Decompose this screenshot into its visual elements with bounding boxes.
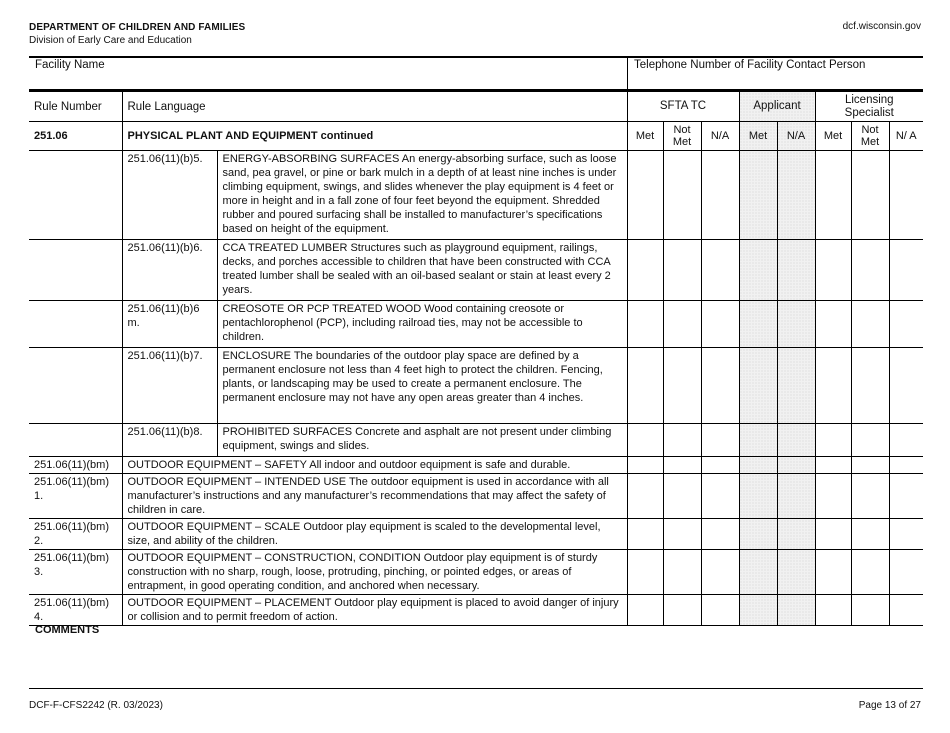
- licensing-na-header: N/ A: [889, 122, 923, 151]
- licensing-met-checkbox[interactable]: [815, 457, 851, 474]
- rule-text-cell: ENERGY-ABSORBING SURFACES An energy-absorbing surface, such as loose sand, pea gravel, or pine or bark mulch in a depth of at least nine inches is under climbing equipment, swings, and slides whenever the play equipment is 4 feet or more in height and in a fall zone of four feet beyond the equipment. Shredded rubber and poured surfacing shall be installed to manufacturer’s specifications based on height of the equipment.: [217, 151, 627, 240]
- rule-number-cell: 251.06(11)(bm): [29, 457, 122, 474]
- website: dcf.wisconsin.gov: [842, 21, 921, 32]
- sfta-not-met-checkbox[interactable]: [663, 550, 701, 595]
- sfta-na-checkbox[interactable]: [701, 348, 739, 424]
- sfta-met-header: Met: [627, 122, 663, 151]
- sfta-not-met-checkbox[interactable]: [663, 519, 701, 550]
- licensing-na-checkbox[interactable]: [889, 240, 923, 301]
- licensing-met-checkbox[interactable]: [815, 301, 851, 348]
- licensing-not-met-checkbox[interactable]: [851, 474, 889, 519]
- sfta-met-checkbox[interactable]: [627, 240, 663, 301]
- rule-number-cell: 251.06(11)(bm) 2.: [29, 519, 122, 550]
- empty-cell: [29, 348, 122, 424]
- sfta-na-header: N/A: [701, 122, 739, 151]
- sfta-na-checkbox[interactable]: [701, 550, 739, 595]
- rule-number-header: Rule Number: [29, 92, 122, 122]
- department-name: DEPARTMENT OF CHILDREN AND FAMILIES: [29, 22, 246, 33]
- applicant-met-checkbox[interactable]: [739, 550, 777, 595]
- applicant-na-checkbox[interactable]: [777, 301, 815, 348]
- licensing-na-checkbox[interactable]: [889, 424, 923, 457]
- licensing-na-checkbox[interactable]: [889, 595, 923, 626]
- page-number: Page 13 of 27: [858, 700, 921, 711]
- sfta-met-checkbox[interactable]: [627, 348, 663, 424]
- facility-name-label: Facility Name: [35, 59, 105, 71]
- sfta-met-checkbox[interactable]: [627, 595, 663, 626]
- applicant-na-checkbox[interactable]: [777, 424, 815, 457]
- licensing-not-met-checkbox[interactable]: [851, 240, 889, 301]
- rule-text-cell: OUTDOOR EQUIPMENT – PLACEMENT Outdoor play equipment is placed to avoid danger of injury or collision and to permit freedom of action.: [122, 595, 627, 626]
- section-number: 251.06: [29, 122, 122, 151]
- rule-number-cell: 251.06(11)(bm) 1.: [29, 474, 122, 519]
- applicant-na-checkbox[interactable]: [777, 519, 815, 550]
- applicant-met-checkbox[interactable]: [739, 474, 777, 519]
- rule-number-cell: 251.06(11)(b)7.: [122, 348, 217, 424]
- applicant-na-checkbox[interactable]: [777, 240, 815, 301]
- facility-phone-field[interactable]: [627, 57, 924, 90]
- rule-number-cell: 251.06(11)(bm) 4.: [29, 595, 122, 626]
- sfta-na-checkbox[interactable]: [701, 474, 739, 519]
- facility-phone-label: Telephone Number of Facility Contact Person: [634, 59, 866, 71]
- licensing-na-checkbox[interactable]: [889, 550, 923, 595]
- applicant-na-checkbox[interactable]: [777, 457, 815, 474]
- sfta-not-met-checkbox[interactable]: [663, 595, 701, 626]
- sfta-not-met-checkbox[interactable]: [663, 151, 701, 240]
- sfta-not-met-checkbox[interactable]: [663, 457, 701, 474]
- licensing-na-checkbox[interactable]: [889, 474, 923, 519]
- table-header-row: [29, 92, 923, 122]
- licensing-met-checkbox[interactable]: [815, 519, 851, 550]
- rule-number-cell: 251.06(11)(b)5.: [122, 151, 217, 240]
- licensing-na-checkbox[interactable]: [889, 301, 923, 348]
- empty-cell: [29, 301, 122, 348]
- empty-cell: [29, 151, 122, 240]
- sfta-not-met-checkbox[interactable]: [663, 474, 701, 519]
- sfta-met-checkbox[interactable]: [627, 424, 663, 457]
- licensing-not-met-checkbox[interactable]: [851, 550, 889, 595]
- sfta-met-checkbox[interactable]: [627, 301, 663, 348]
- licensing-met-checkbox[interactable]: [815, 240, 851, 301]
- applicant-met-checkbox[interactable]: [739, 595, 777, 626]
- table-row: [29, 457, 923, 474]
- licensing-met-checkbox[interactable]: [815, 151, 851, 240]
- applicant-na-header: N/A: [777, 122, 815, 151]
- licensing-not-met-checkbox[interactable]: [851, 457, 889, 474]
- table-row: [29, 550, 923, 595]
- applicant-na-checkbox[interactable]: [777, 151, 815, 240]
- applicant-met-checkbox[interactable]: [739, 519, 777, 550]
- licensing-not-met-header: Not Met: [851, 122, 889, 151]
- rule-text-cell: OUTDOOR EQUIPMENT – CONSTRUCTION, CONDITION Outdoor play equipment is of sturdy construction with no sharp, rough, loose, protruding, pinching, or pointed edges, or areas of entrapment, in good operating condition, and anchored when necessary.: [122, 550, 627, 595]
- table-row: [29, 151, 923, 240]
- rule-text-cell: OUTDOOR EQUIPMENT – SAFETY All indoor and outdoor equipment is safe and durable.: [122, 457, 627, 474]
- table-row: [29, 301, 923, 348]
- rule-text-cell: PROHIBITED SURFACES Concrete and asphalt are not present under climbing equipment, swings and slides.: [217, 424, 627, 457]
- licensing-na-checkbox[interactable]: [889, 457, 923, 474]
- rule-number-cell: 251.06(11)(b)8.: [122, 424, 217, 457]
- rule-language-header: Rule Language: [122, 92, 627, 122]
- table-row: [29, 519, 923, 550]
- sfta-na-checkbox[interactable]: [701, 519, 739, 550]
- sfta-met-checkbox[interactable]: [627, 151, 663, 240]
- sfta-not-met-checkbox[interactable]: [663, 348, 701, 424]
- applicant-na-checkbox[interactable]: [777, 348, 815, 424]
- applicant-header: Applicant: [739, 92, 815, 122]
- rule-text-cell: OUTDOOR EQUIPMENT – SCALE Outdoor play equipment is scaled to the developmental level, size, and ability of the children.: [122, 519, 627, 550]
- section-title: PHYSICAL PLANT AND EQUIPMENT continued: [122, 122, 627, 151]
- table-row: [29, 474, 923, 519]
- rule-text-cell: CCA TREATED LUMBER Structures such as playground equipment, railings, decks, and porches accessible to children that have been constructed with CCA treated lumber shall be sealed with an oil-based sealant or stain at least every 2 years.: [217, 240, 627, 301]
- form-id: DCF-F-CFS2242 (R. 03/2023): [29, 700, 163, 711]
- licensing-na-checkbox[interactable]: [889, 151, 923, 240]
- sfta-na-checkbox[interactable]: [701, 301, 739, 348]
- empty-cell: [29, 424, 122, 457]
- licensing-not-met-checkbox[interactable]: [851, 151, 889, 240]
- page-header: [29, 21, 245, 47]
- table-row: [29, 424, 923, 457]
- sfta-header: SFTA TC: [627, 92, 739, 122]
- applicant-met-header: Met: [739, 122, 777, 151]
- applicant-met-checkbox[interactable]: [739, 301, 777, 348]
- rule-number-cell: 251.06(11)(b)6.: [122, 240, 217, 301]
- licensing-header: Licensing Specialist: [815, 92, 923, 122]
- sfta-na-checkbox[interactable]: [701, 151, 739, 240]
- empty-cell: [29, 240, 122, 301]
- applicant-met-checkbox[interactable]: [739, 348, 777, 424]
- applicant-met-checkbox[interactable]: [739, 240, 777, 301]
- licensing-not-met-checkbox[interactable]: [851, 595, 889, 626]
- sfta-na-checkbox[interactable]: [701, 595, 739, 626]
- sfta-met-checkbox[interactable]: [627, 474, 663, 519]
- applicant-met-checkbox[interactable]: [739, 457, 777, 474]
- rule-text-cell: ENCLOSURE The boundaries of the outdoor play space are defined by a permanent enclosure not less than 4 feet high to protect the children. Fencing, plants, or landscaping may be used to create a permanent enclosure. The permanent enclosure may not have any open areas greater than 4 inches.: [217, 348, 627, 424]
- licensing-met-checkbox[interactable]: [815, 474, 851, 519]
- licensing-not-met-checkbox[interactable]: [851, 424, 889, 457]
- licensing-na-checkbox[interactable]: [889, 519, 923, 550]
- sfta-na-checkbox[interactable]: [701, 457, 739, 474]
- comments-label: COMMENTS: [35, 624, 100, 636]
- sfta-met-checkbox[interactable]: [627, 457, 663, 474]
- licensing-met-checkbox[interactable]: [815, 424, 851, 457]
- section-row: [29, 122, 923, 151]
- sfta-met-checkbox[interactable]: [627, 519, 663, 550]
- footer-divider: [29, 688, 923, 689]
- rule-text-cell: OUTDOOR EQUIPMENT – INTENDED USE The outdoor equipment is used in accordance with all manufacturer’s instructions and any manufacturer’s recommendations that may affect the safety of children in care.: [122, 474, 627, 519]
- licensing-not-met-checkbox[interactable]: [851, 301, 889, 348]
- rule-text-cell: CREOSOTE OR PCP TREATED WOOD Wood containing creosote or pentachlorophenol (PCP), including railroad ties, may not be accessible to children.: [217, 301, 627, 348]
- applicant-na-checkbox[interactable]: [777, 550, 815, 595]
- licensing-not-met-checkbox[interactable]: [851, 348, 889, 424]
- licensing-met-header: Met: [815, 122, 851, 151]
- rules-table: [29, 91, 923, 626]
- licensing-not-met-checkbox[interactable]: [851, 519, 889, 550]
- sfta-not-met-header: Not Met: [663, 122, 701, 151]
- sfta-not-met-checkbox[interactable]: [663, 301, 701, 348]
- sfta-not-met-checkbox[interactable]: [663, 424, 701, 457]
- rule-number-cell: 251.06(11)(b)6 m.: [122, 301, 217, 348]
- facility-name-field[interactable]: [29, 57, 627, 90]
- table-row: [29, 348, 923, 424]
- licensing-met-checkbox[interactable]: [815, 595, 851, 626]
- sfta-not-met-checkbox[interactable]: [663, 240, 701, 301]
- division-name: Division of Early Care and Education: [29, 35, 192, 46]
- sfta-na-checkbox[interactable]: [701, 424, 739, 457]
- table-row: [29, 595, 923, 626]
- applicant-met-checkbox[interactable]: [739, 151, 777, 240]
- applicant-na-checkbox[interactable]: [777, 474, 815, 519]
- sfta-na-checkbox[interactable]: [701, 240, 739, 301]
- licensing-na-checkbox[interactable]: [889, 348, 923, 424]
- table-row: [29, 240, 923, 301]
- licensing-met-checkbox[interactable]: [815, 348, 851, 424]
- applicant-na-checkbox[interactable]: [777, 595, 815, 626]
- sfta-met-checkbox[interactable]: [627, 550, 663, 595]
- applicant-met-checkbox[interactable]: [739, 424, 777, 457]
- licensing-met-checkbox[interactable]: [815, 550, 851, 595]
- rule-number-cell: 251.06(11)(bm) 3.: [29, 550, 122, 595]
